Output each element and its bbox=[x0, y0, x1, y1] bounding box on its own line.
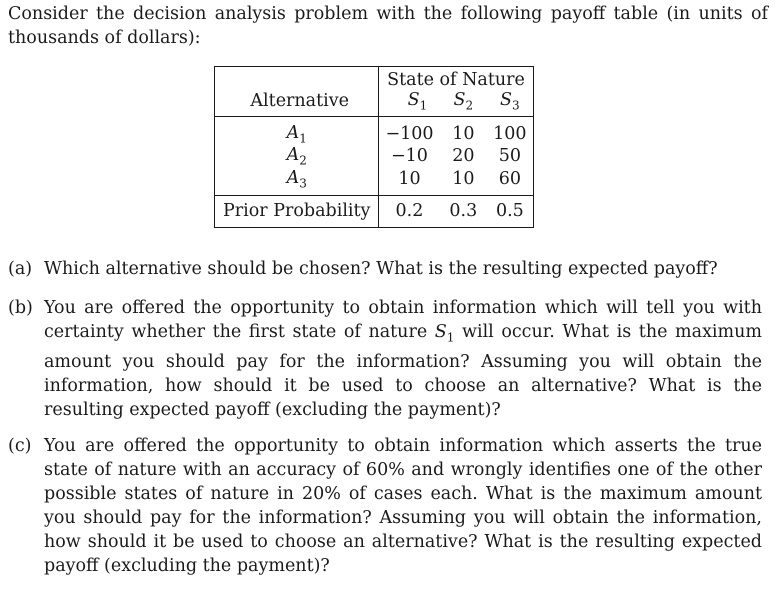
state-s1-header: $S_1$ bbox=[379, 90, 440, 116]
alternative-header: Alternative bbox=[250, 91, 349, 112]
question-c-text: You are offered the opportunity to obtain information which asserts the true state of nature with an accuracy of 60% and wrongly identifies one of the other possible states of nature in 20% of cases each. What is the maximum amount you should pay for the information? Assuming you will obtain the information, how should it be used to choose an alternative? What is the resulting expected payoff (excluding the payment)? bbox=[44, 436, 762, 576]
payoff-table bbox=[214, 66, 534, 228]
question-c-label: (c) bbox=[8, 436, 32, 456]
payoff-cell: −100 bbox=[379, 116, 440, 145]
payoff-cell: 60 bbox=[498, 168, 521, 189]
payoff-cell: 10 bbox=[452, 168, 475, 189]
question-b-label: (b) bbox=[8, 298, 33, 318]
intro-paragraph: Consider the decision analysis problem with the following payoff table (in units of thousands of dollars): bbox=[8, 4, 768, 48]
alternative-a3: $A_3$ bbox=[286, 167, 307, 190]
question-b bbox=[8, 296, 762, 422]
payoff-cell: 10 bbox=[440, 116, 488, 145]
question-c bbox=[8, 434, 762, 578]
state-of-nature-header: State of Nature bbox=[379, 67, 533, 91]
question-a bbox=[8, 257, 762, 281]
question-a-label: (a) bbox=[8, 259, 33, 279]
payoff-cell: −10 bbox=[379, 145, 440, 168]
state-s2-header: $S_2$ bbox=[453, 90, 474, 113]
payoff-cell: 100 bbox=[487, 116, 533, 145]
table-header-row-1 bbox=[215, 67, 534, 91]
question-b-text: You are offered the opportunity to obtain information which will tell you with certainty whether the first state of nature $S_1$ will occur. What is the maximum amount you should pay for the information? Assuming you will obtain the information, how should it be used to choose an alternative? What is the resulting expected payoff (excluding the payment)? bbox=[44, 298, 762, 420]
payoff-cell: 10 bbox=[379, 168, 440, 196]
table-header-row-2 bbox=[215, 90, 534, 116]
payoff-cell: 50 bbox=[498, 146, 521, 167]
table-row bbox=[215, 116, 534, 145]
prior-cell: 0.5 bbox=[487, 196, 533, 228]
prior-probability-row bbox=[215, 196, 534, 228]
question-a-text: Which alternative should be chosen? What is the resulting expected payoff? bbox=[44, 259, 718, 279]
prior-cell: 0.2 bbox=[379, 196, 440, 228]
table-row bbox=[215, 168, 534, 196]
alternative-a2: $A_2$ bbox=[286, 145, 307, 168]
alternative-a1: $A_1$ bbox=[215, 116, 379, 145]
payoff-cell: 20 bbox=[452, 146, 475, 167]
prior-probability-label: Prior Probability bbox=[215, 196, 379, 228]
table-row bbox=[215, 145, 534, 168]
state-s3-header: $S_3$ bbox=[500, 90, 520, 113]
state-s1-symbol: $S_1$ bbox=[434, 322, 455, 345]
prior-cell: 0.3 bbox=[440, 196, 488, 228]
